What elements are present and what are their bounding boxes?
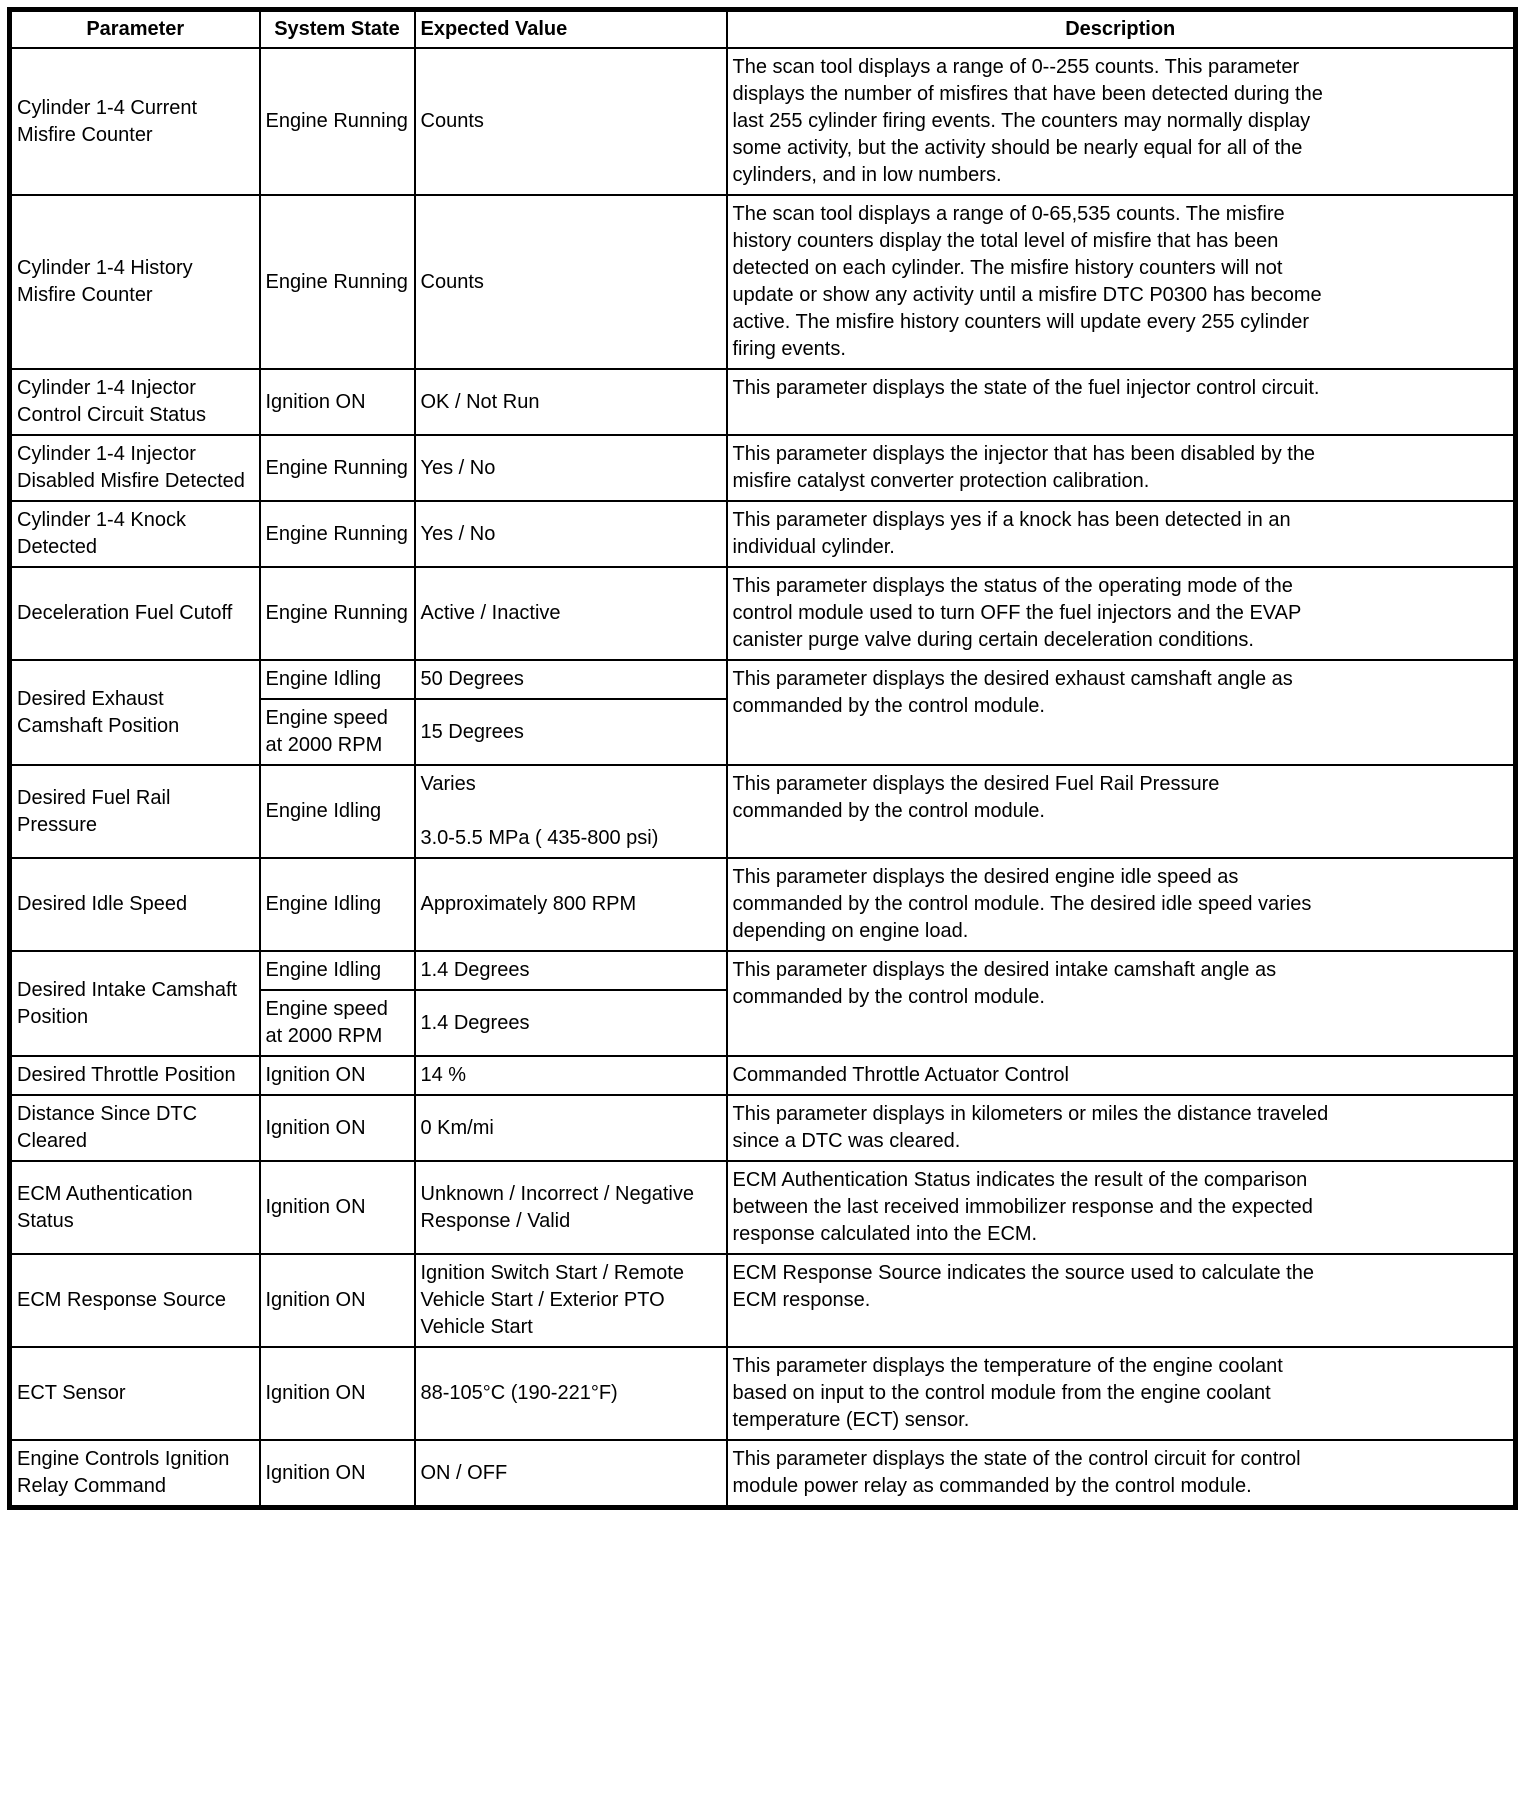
description-cell xyxy=(727,567,1516,660)
scan-tool-data-table xyxy=(7,7,1518,1510)
description-text: ECM Authentication Status indicates the result of the comparison between the last received immobilizer response and the expected response calculated into the ECM. xyxy=(732,1169,1313,1245)
expected-value-line: Yes / No xyxy=(420,522,496,545)
expected-value-cell xyxy=(415,369,727,435)
expected-value-line: 0 Km/mi xyxy=(420,1116,494,1139)
description-text: This parameter displays the desired engine idle speed as commanded by the control module. The desired idle speed varies depending on engine load. xyxy=(732,866,1312,942)
parameter-cell: Cylinder 1-4 Injector Disabled Misfire Detected xyxy=(10,435,260,501)
expected-value-line: Counts xyxy=(420,110,484,132)
table-row xyxy=(10,660,1516,699)
description-cell xyxy=(727,1095,1516,1161)
description-cell xyxy=(727,1440,1516,1508)
description-text: The scan tool displays a range of 0--255 counts. This parameter displays the number of misfires that have been detected during the last 255 cylinder firing events. The counters may normally display some activity, but the activity should be nearly equal for all of the cylinders, and in low numbers. xyxy=(732,56,1323,186)
system-state-cell: Engine Running xyxy=(260,435,415,501)
expected-value-cell xyxy=(415,765,727,858)
expected-value-line: Varies xyxy=(420,773,476,795)
description-cell xyxy=(727,1056,1516,1095)
table-row xyxy=(10,765,1516,858)
table-body xyxy=(10,48,1516,1508)
description-cell xyxy=(727,195,1516,369)
table-row xyxy=(10,1347,1516,1440)
expected-value-line: 88-105°C (190-221°F) xyxy=(420,1382,618,1404)
expected-value-cell xyxy=(415,858,727,951)
expected-value-line: 1.4 Degrees xyxy=(420,959,530,981)
description-text: This parameter displays the status of the operating mode of the control module used to turn OFF the fuel injectors and the EVAP canister purge valve during certain deceleration conditions. xyxy=(732,575,1301,651)
parameter-cell: Engine Controls Ignition Relay Command xyxy=(10,1440,260,1508)
parameter-cell: ECM Response Source xyxy=(10,1254,260,1347)
system-state-cell: Ignition ON xyxy=(260,1440,415,1508)
expected-value-cell xyxy=(415,501,727,567)
parameter-cell: Desired Idle Speed xyxy=(10,858,260,951)
description-text: This parameter displays in kilometers or miles the distance traveled since a DTC was cleared. xyxy=(732,1103,1329,1152)
header-expected-value: Expected Value xyxy=(415,10,727,49)
parameter-cell: Cylinder 1-4 Current Misfire Counter xyxy=(10,48,260,195)
description-text: This parameter displays the desired exhaust camshaft angle as commanded by the control module. xyxy=(732,668,1293,717)
parameter-cell: Desired Exhaust Camshaft Position xyxy=(10,660,260,765)
parameter-cell: Desired Throttle Position xyxy=(10,1056,260,1095)
parameter-cell: Deceleration Fuel Cutoff xyxy=(10,567,260,660)
description-cell xyxy=(727,765,1516,858)
description-cell xyxy=(727,48,1516,195)
system-state-cell: Engine Running xyxy=(260,48,415,195)
description-text: ECM Response Source indicates the source used to calculate the ECM response. xyxy=(732,1262,1314,1311)
expected-value-line: 3.0-5.5 MPa ( 435-800 psi) xyxy=(420,827,659,849)
table-row xyxy=(10,1056,1516,1095)
table-row xyxy=(10,567,1516,660)
table-row xyxy=(10,1254,1516,1347)
expected-value-cell xyxy=(415,567,727,660)
table-row xyxy=(10,48,1516,195)
expected-value-cell xyxy=(415,1161,727,1254)
expected-value-line: 15 Degrees xyxy=(420,720,524,743)
table-row xyxy=(10,1440,1516,1508)
parameter-cell: Distance Since DTC Cleared xyxy=(10,1095,260,1161)
parameter-cell: Cylinder 1-4 History Misfire Counter xyxy=(10,195,260,369)
table-row xyxy=(10,1095,1516,1161)
header-description: Description xyxy=(727,10,1516,49)
description-text: Commanded Throttle Actuator Control xyxy=(732,1064,1069,1086)
system-state-cell: Engine Idling xyxy=(260,858,415,951)
system-state-cell: Engine Running xyxy=(260,195,415,369)
expected-value-cell xyxy=(415,435,727,501)
table-header xyxy=(10,10,1516,49)
system-state-cell: Engine Running xyxy=(260,501,415,567)
description-text: The scan tool displays a range of 0-65,535 counts. The misfire history counters display the total level of misfire that has been detected on each cylinder. The misfire history counters will not update or show any activity until a misfire DTC P0300 has become active. The misfire history counters will update every 255 cylinder firing events. xyxy=(732,203,1322,360)
expected-value-cell xyxy=(415,1347,727,1440)
system-state-cell: Engine Idling xyxy=(260,660,415,699)
system-state-cell: Ignition ON xyxy=(260,369,415,435)
table-row xyxy=(10,501,1516,567)
expected-value-cell xyxy=(415,1254,727,1347)
description-cell xyxy=(727,858,1516,951)
expected-value-cell xyxy=(415,660,727,699)
parameter-cell: ECT Sensor xyxy=(10,1347,260,1440)
description-cell xyxy=(727,1254,1516,1347)
description-cell xyxy=(727,660,1516,765)
expected-value-line: Approximately 800 RPM xyxy=(420,893,637,915)
expected-value-line: Yes / No xyxy=(420,456,496,479)
expected-value-line: 50 Degrees xyxy=(420,668,524,690)
expected-value-line: Ignition Switch Start / Remote Vehicle Start / Exterior PTO Vehicle Start xyxy=(420,1262,684,1338)
expected-value-line: 1.4 Degrees xyxy=(420,1011,530,1034)
description-cell xyxy=(727,435,1516,501)
header-parameter: Parameter xyxy=(10,10,260,49)
table-row xyxy=(10,435,1516,501)
description-cell xyxy=(727,501,1516,567)
description-text: This parameter displays the desired intake camshaft angle as commanded by the control module. xyxy=(732,959,1277,1008)
expected-value-line: Unknown / Incorrect / Negative Response / Valid xyxy=(420,1182,694,1232)
description-cell xyxy=(727,951,1516,1056)
expected-value-cell xyxy=(415,48,727,195)
table-row xyxy=(10,858,1516,951)
system-state-cell: Ignition ON xyxy=(260,1254,415,1347)
description-text: This parameter displays the temperature of the engine coolant based on input to the control module from the engine coolant temperature (ECT) sensor. xyxy=(732,1355,1283,1431)
table-row xyxy=(10,1161,1516,1254)
expected-value-line: Active / Inactive xyxy=(420,602,561,624)
parameter-cell: Desired Intake Camshaft Position xyxy=(10,951,260,1056)
system-state-cell: Ignition ON xyxy=(260,1347,415,1440)
expected-value-cell xyxy=(415,1095,727,1161)
description-text: This parameter displays the injector that has been disabled by the misfire catalyst converter protection calibration. xyxy=(732,443,1316,492)
parameter-cell: ECM Authentication Status xyxy=(10,1161,260,1254)
system-state-cell: Ignition ON xyxy=(260,1056,415,1095)
table-row xyxy=(10,369,1516,435)
expected-value-line: 14 % xyxy=(420,1064,467,1086)
system-state-cell: Engine speed at 2000 RPM xyxy=(260,990,415,1056)
description-cell xyxy=(727,369,1516,435)
parameter-cell: Cylinder 1-4 Injector Control Circuit Status xyxy=(10,369,260,435)
expected-value-cell xyxy=(415,1056,727,1095)
description-cell xyxy=(727,1161,1516,1254)
expected-value-line xyxy=(421,798,721,825)
parameter-cell: Desired Fuel Rail Pressure xyxy=(10,765,260,858)
expected-value-cell xyxy=(415,195,727,369)
expected-value-line: Counts xyxy=(420,270,484,293)
expected-value-cell xyxy=(415,951,727,990)
parameter-cell: Cylinder 1-4 Knock Detected xyxy=(10,501,260,567)
system-state-cell: Ignition ON xyxy=(260,1161,415,1254)
system-state-cell: Ignition ON xyxy=(260,1095,415,1161)
description-text: This parameter displays the state of the control circuit for control module power relay as commanded by the control module. xyxy=(732,1448,1301,1497)
table-row xyxy=(10,951,1516,990)
expected-value-line: OK / Not Run xyxy=(420,390,540,413)
expected-value-cell xyxy=(415,990,727,1056)
expected-value-cell xyxy=(415,1440,727,1508)
description-cell xyxy=(727,1347,1516,1440)
expected-value-cell xyxy=(415,699,727,765)
header-row xyxy=(10,10,1516,49)
description-text: This parameter displays the state of the fuel injector control circuit. xyxy=(732,377,1320,399)
expected-value-line: ON / OFF xyxy=(420,1461,508,1484)
system-state-cell: Engine speed at 2000 RPM xyxy=(260,699,415,765)
description-text: This parameter displays yes if a knock has been detected in an individual cylinder. xyxy=(732,509,1291,558)
system-state-cell: Engine Idling xyxy=(260,765,415,858)
header-system-state: System State xyxy=(260,10,415,49)
description-text: This parameter displays the desired Fuel Rail Pressure commanded by the control module. xyxy=(732,773,1220,822)
system-state-cell: Engine Idling xyxy=(260,951,415,990)
table-row xyxy=(10,195,1516,369)
system-state-cell: Engine Running xyxy=(260,567,415,660)
